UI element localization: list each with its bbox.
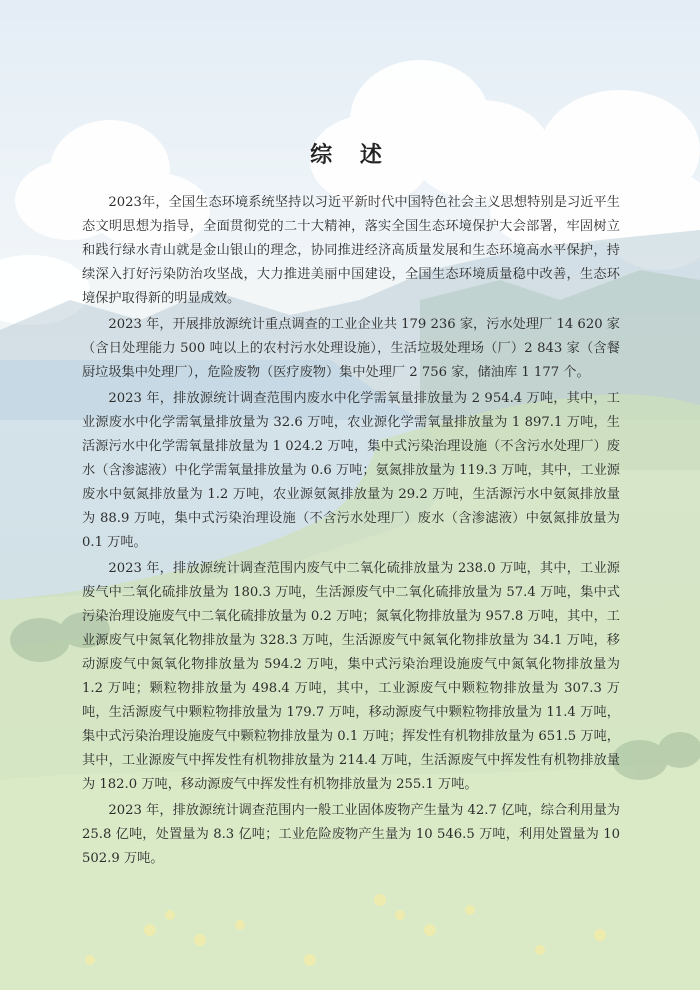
- paragraph-solid-waste: 2023 年，排放源统计调查范围内一般工业固体废物产生量为 42.7 亿吨，综合利用量为 25.8 亿吨，处置量为 8.3 亿吨；工业危险废物产生量为 10 546.5 万吨，利用处置量为 10 502.9 万吨。: [82, 803, 620, 866]
- paragraph-intro: 2023年，全国生态环境系统坚持以习近平新时代中国特色社会主义思想特别是习近平生态文明思想为指导，全面贯彻党的二十大精神，落实全国生态环境保护大会部署，牢固树立和践行绿水青山就是金山银山的理念，协同推进经济高质量发展和生态环境高水平保护，持续深入打好污染防治攻坚战，大力推进美丽中国建设，全国生态环境质量稳中改善，生态环境保护取得新的明显成效。: [82, 195, 620, 306]
- paragraph-exhaust-gas: 2023 年，排放源统计调查范围内废气中二氧化硫排放量为 238.0 万吨，其中，工业源废气中二氧化硫排放量为 180.3 万吨，生活源废气中二氧化硫排放量为 57.4 万吨，集中式污染治理设施废气中二氧化硫排放量为 0.2 万吨；氮氧化物排放量为 957.8 万吨，其中，工业源废气中氮氧化物排放量为 328.3 万吨，生活源废气中氮氧化物排放量为 34.1 万吨，移动源废气中氮氧化物排放量为 594.2 万吨，集中式污染治理设施废气中氮氧化物排放量为 1.2 万吨；颗粒物排放量为 498.4 万吨，其中，工业源废气中颗粒物排放量为 307.3 万吨，生活源废气中颗粒物排放量为 179.7 万吨，移动源废气中颗粒物排放量为 11.4 万吨，集中式污染治理设施废气中颗粒物排放量为 0.1 万吨；挥发性有机物排放量为 651.5 万吨，其中，工业源废气中挥发性有机物排放量为 214.4 万吨，生活源废气中挥发性有机物排放量为 182.0 万吨，移动源废气中挥发性有机物排放量为 255.1 万吨。: [82, 561, 620, 792]
- paragraph-survey-scope: 2023 年，开展排放源统计重点调查的工业企业共 179 236 家，污水处理厂 14 620 家（含日处理能力 500 吨以上的农村污水处理设施），生活垃圾处理场（厂）2 843 家（含餐厨垃圾集中处理厂），危险废物（医疗废物）集中处理厂 2 756 家，储油库 1 177 个。: [82, 317, 620, 380]
- document-body: [82, 128, 620, 873]
- paragraph-wastewater: 2023 年，排放源统计调查范围内废水中化学需氧量排放量为 2 954.4 万吨，其中，工业源废水中化学需氧量排放量为 32.6 万吨，农业源化学需氧量排放量为 1 897.1 万吨，生活源污水中化学需氧量排放量为 1 024.2 万吨，集中式污染治理设施（不含污水处理厂）废水（含渗滤液）中化学需氧量排放量为 0.6 万吨；氨氮排放量为 119.3 万吨，其中，工业源废水中氨氮排放量为 1.2 万吨，农业源氨氮排放量为 29.2 万吨，生活源污水中氨氮排放量为 88.9 万吨，集中式污染治理设施（不含污水处理厂）废水（含渗滤液）中氨氮排放量为 0.1 万吨。: [82, 391, 620, 550]
- page-title: 综 述: [310, 142, 392, 168]
